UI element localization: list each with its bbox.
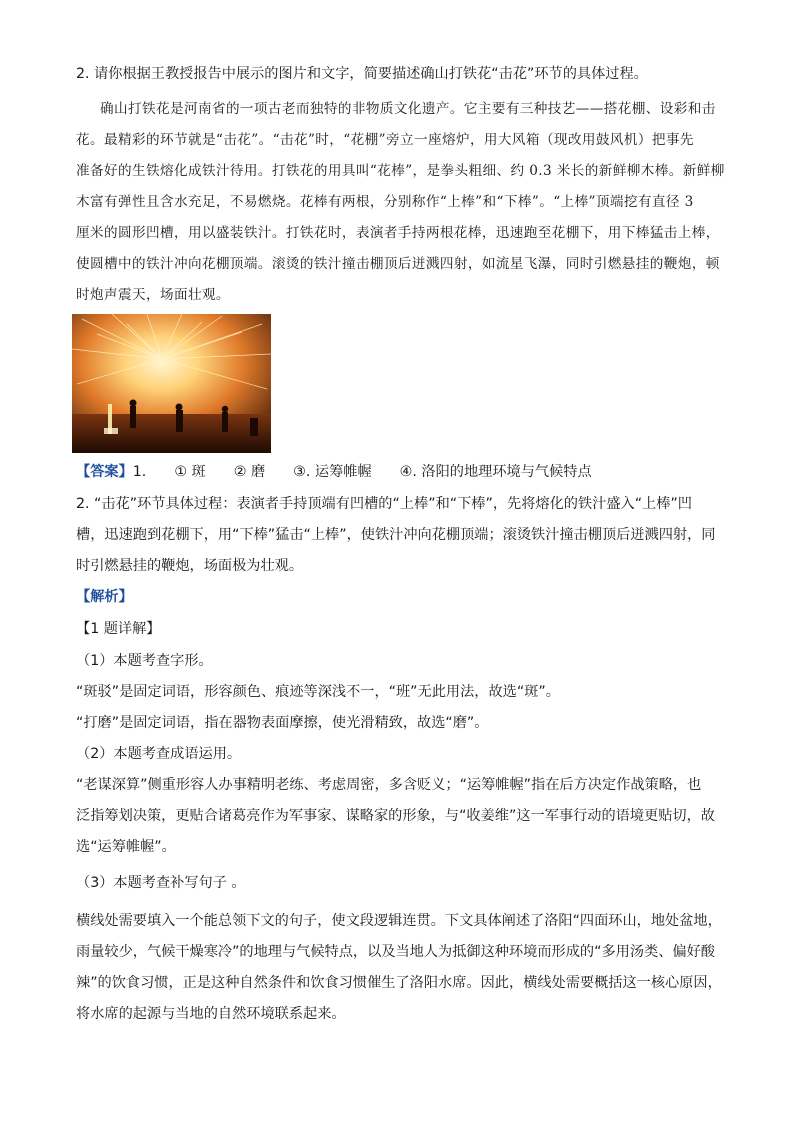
answer-label: 【答案】 [76,464,133,480]
passage-line: 时炮声震天，场面壮观。 [76,287,230,303]
analysis-line: （1）本题考查字形。 [76,653,213,669]
iron-flower-image [72,314,271,453]
answer-option-3: ③. 运筹帷幄 [293,464,372,480]
answer-q1-row [76,462,726,482]
passage-line: 木富有弹性且含水充足，不易燃烧。花棒有两根，分别称作“上棒”和“下棒”。“上棒”顶端挖有直径 3 [76,194,694,210]
analysis-line: 雨量较少，气候干燥寒冷”的地理与气候特点，以及当地人为抵御这种环境而形成的“多用汤类、偏好酸 [76,944,715,960]
passage-line: 准备好的生铁熔化成铁汁待用。打铁花的用具叫“花棒”，是拳头粗细、约 0.3 米长的新鲜柳木棒。新鲜柳 [76,163,725,179]
passage-line: 确山打铁花是河南省的一项古老而独特的非物质文化遗产。它主要有三种技艺——搭花棚、设彩和击 [100,101,716,117]
analysis-line: “老谋深算”侧重形容人办事精明老练、考虑周密，多含贬义；“运筹帷幄”指在后方决定作战策略，也 [76,777,702,793]
answer-q1-prefix: 1. [132,464,147,480]
answer-q2-line: 时引燃悬挂的鞭炮，场面极为壮观。 [76,558,304,574]
answer-option-4: ④. 洛阳的地理环境与气候特点 [399,464,592,480]
analysis-line: 横线处需要填入一个能总领下文的句子，使文段逻辑连贯。下文具体阐述了洛阳“四面环山，地处盆地， [76,913,722,929]
passage-line: 花。最精彩的环节就是“击花”。“击花”时，“花棚”旁立一座熔炉，用大风箱（现改用鼓风机）把事先 [76,132,694,148]
analysis-line: （2）本题考查成语运用。 [76,746,242,762]
question-title: 2. 请你根据王教授报告中展示的图片和文字，简要描述确山打铁花“击花”环节的具体过程。 [76,66,648,82]
answer-q2-line: 槽，迅速跑到花棚下，用“下棒”猛击“上棒”，使铁汁冲向花棚顶端；滚烫铁汁撞击棚顶后迸溅四射，同 [76,527,716,543]
analysis-line: 泛指筹划决策，更贴合诸葛亮作为军事家、谋略家的形象，与“收姜维”这一军事行动的语境更贴切，故 [76,808,715,824]
analysis-line: “斑驳”是固定词语，形容颜色、痕迹等深浅不一，“班”无此用法，故选“斑”。 [76,684,560,700]
iron-flower-photo [72,314,271,453]
passage-line: 厘米的圆形凹槽，用以盛装铁汁。打铁花时，表演者手持两根花棒，迅速跑至花棚下，用下棒猛击上棒， [76,225,720,241]
answer-option-2: ② 磨 [233,464,266,480]
answer-option-1: ① 斑 [174,464,206,480]
analysis-line: 辣”的饮食习惯，正是这种自然条件和饮食习惯催生了洛阳水席。因此，横线处需要概括这一核心原因， [76,975,722,991]
analysis-label: 【解析】 [76,589,133,605]
answer-q2-line: 2. “击花”环节具体过程：表演者手持顶端有凹槽的“上棒”和“下棒”，先将熔化的铁汁盛入“上棒”凹 [76,496,692,512]
passage-line: 使圆槽中的铁汁冲向花棚顶端。滚烫的铁汁撞击棚顶后迸溅四射，如流星飞瀑，同时引燃悬挂的鞭炮，顿 [76,256,720,272]
analysis-q1-label: 【1 题详解】 [76,621,161,637]
analysis-line: 将水席的起源与当地的自然环境联系起来。 [76,1006,346,1022]
analysis-line: （3）本题考查补写句子 。 [76,875,246,891]
analysis-line: “打磨”是固定词语，指在器物表面摩擦，使光滑精致，故选“磨”。 [76,715,489,731]
analysis-line: 选“运筹帷幄”。 [76,839,176,855]
